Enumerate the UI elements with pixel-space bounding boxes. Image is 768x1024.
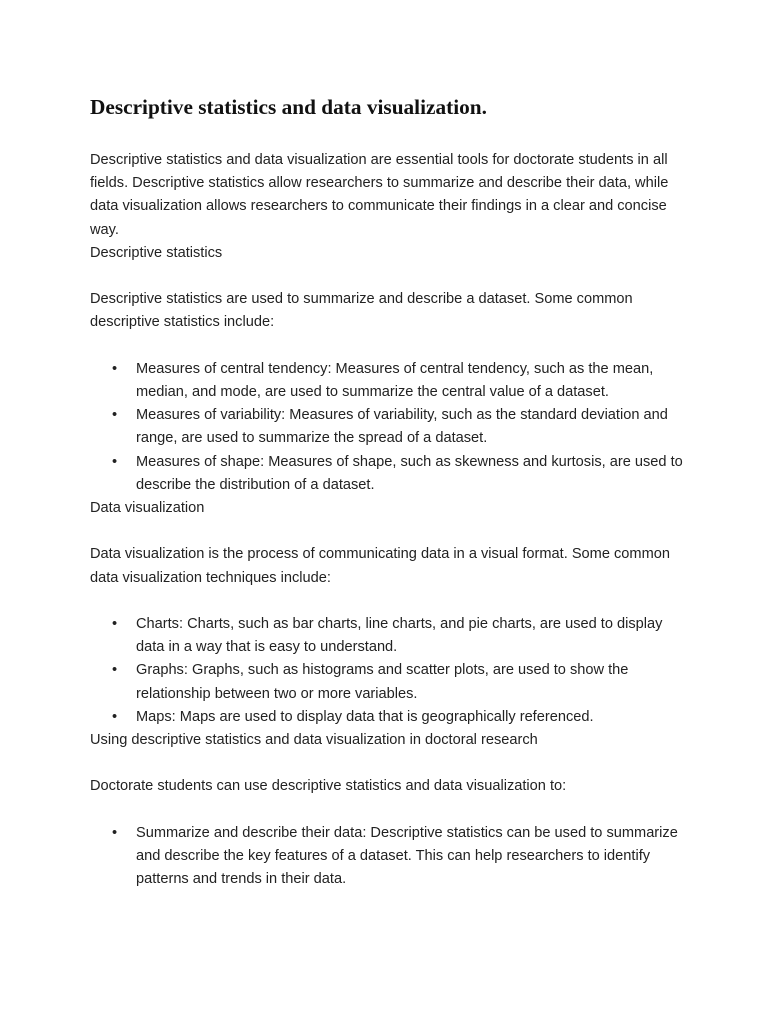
list-item [90, 613, 690, 659]
bullet-list-doctoral-research [90, 822, 690, 892]
spacer [90, 590, 690, 613]
list-item-text: Summarize and describe their data: Descriptive statistics can be used to summarize and describe the key features of a dataset. This can help researchers to identify patterns and trends in their data. [136, 824, 678, 888]
bullet-icon: • [112, 407, 118, 424]
list-item-text: Charts: Charts, such as bar charts, line charts, and pie charts, are used to display data in a way that is easy to understand. [136, 616, 663, 656]
spacer [90, 265, 690, 288]
section-lead-descriptive-statistics: Descriptive statistics are used to summarize and describe a dataset. Some common descriptive statistics include: [90, 291, 633, 331]
list-item-text: Maps: Maps are used to display data that is geographically referenced. [136, 708, 594, 725]
document-page [90, 92, 690, 891]
spacer [90, 752, 690, 775]
list-item [90, 822, 690, 892]
bullet-icon: • [112, 824, 118, 841]
document-title: Descriptive statistics and data visualization. [90, 95, 487, 119]
list-item-text: Measures of central tendency: Measures of central tendency, such as the mean, median, and mode, are used to summarize the central value of a dataset. [136, 360, 654, 400]
section-lead-doctoral-research: Doctorate students can use descriptive statistics and data visualization to: [90, 778, 567, 795]
bullet-icon: • [112, 616, 118, 632]
intro-paragraph: Descriptive statistics and data visualization are essential tools for doctorate students in all fields. Descriptive statistics allow researchers to summarize and describe their data, while data visualization allows researchers to communicate their findings in a clear and concise way. [90, 152, 669, 238]
bullet-icon: • [112, 662, 118, 679]
list-item-text: Measures of shape: Measures of shape, such as skewness and kurtosis, are used to describe the distribution of a dataset. [136, 453, 683, 493]
spacer [90, 335, 690, 358]
bullet-list-descriptive-statistics [90, 358, 690, 497]
spacer [90, 520, 690, 543]
list-item-text: Graphs: Graphs, such as histograms and scatter plots, are used to show the relationship between two or more variables. [136, 662, 629, 702]
list-item-text: Measures of variability: Measures of variability, such as the standard deviation and range, are used to summarize the spread of a dataset. [136, 407, 668, 447]
section-lead-data-visualization: Data visualization is the process of communicating data in a visual format. Some common data visualization techniques include: [90, 546, 670, 586]
list-item [90, 404, 690, 450]
list-item [90, 706, 690, 729]
section-heading-data-visualization: Data visualization [90, 500, 205, 517]
list-item [90, 451, 690, 497]
section-heading-doctoral-research: Using descriptive statistics and data visualization in doctoral research [90, 732, 538, 749]
bullet-icon: • [112, 360, 118, 377]
list-item [90, 358, 690, 404]
bullet-icon: • [112, 453, 118, 470]
bullet-icon: • [112, 708, 118, 725]
section-heading-descriptive-statistics: Descriptive statistics [90, 244, 223, 261]
spacer [90, 799, 690, 822]
bullet-list-data-visualization [90, 613, 690, 729]
list-item [90, 659, 690, 705]
